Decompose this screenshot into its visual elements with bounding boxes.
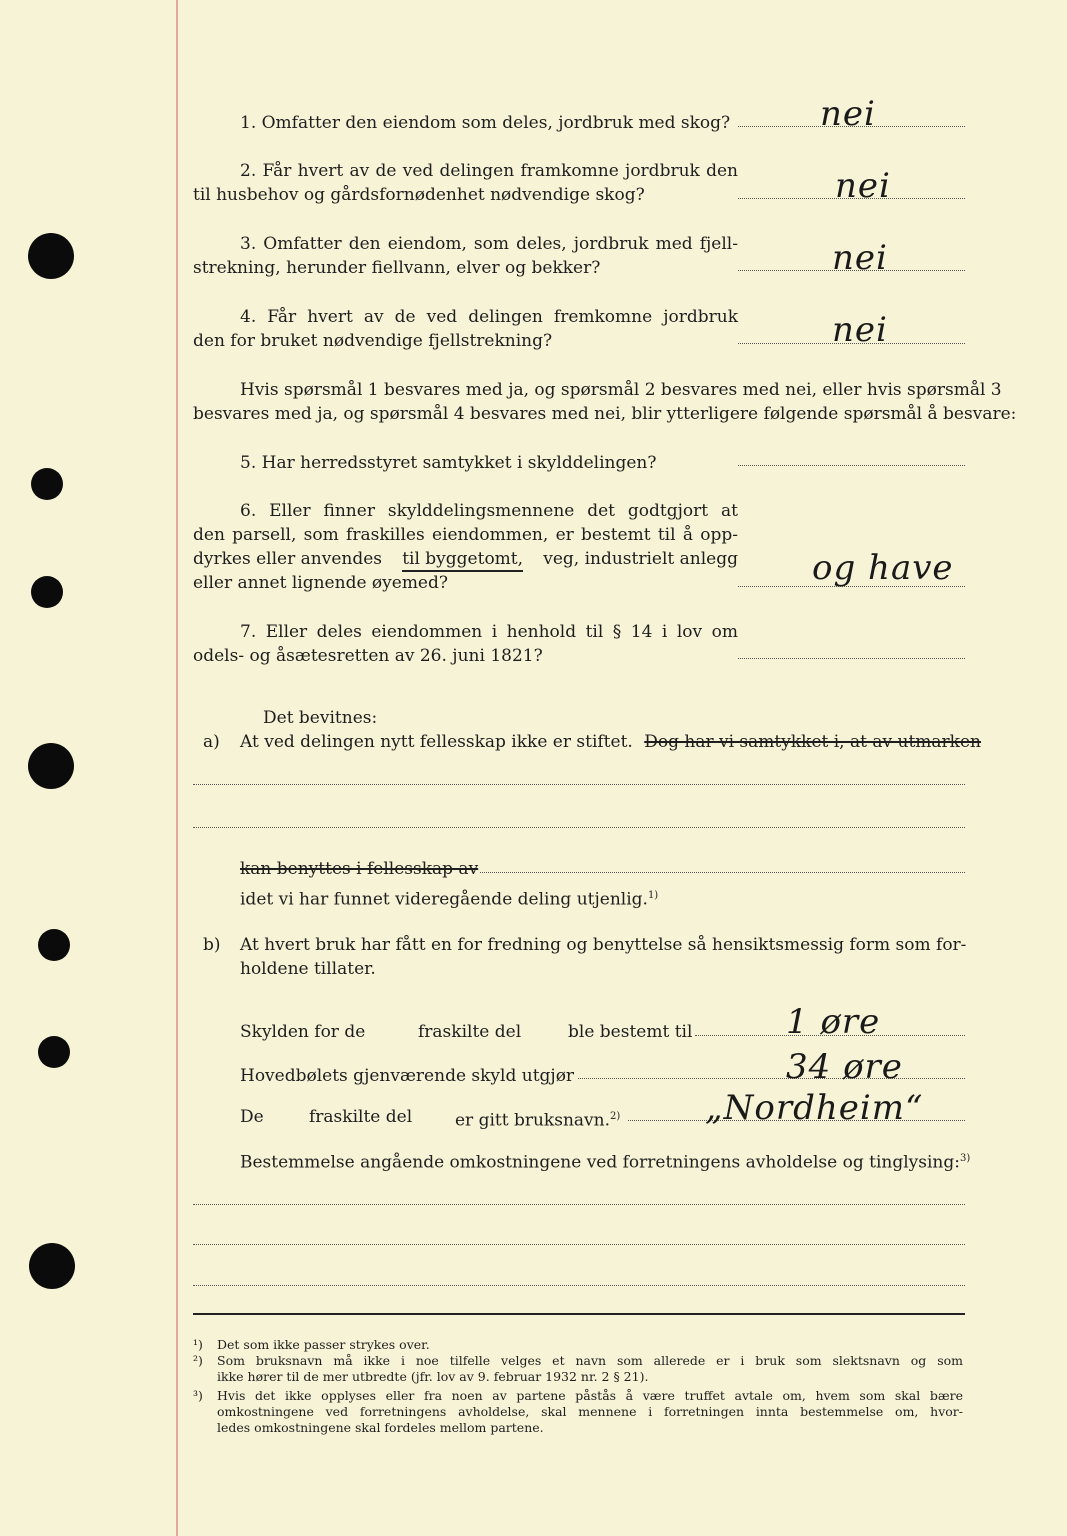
footnote-3-line-2: omkostningene ved forretningens avholdelse, skal mennene i forretningen innta bestemmelse om, hvor- [217, 1404, 963, 1419]
question-4-line-1: 4. Får hvert av de ved delingen fremkomne jordbruk [240, 307, 738, 327]
footnote-ref-2: 2) [610, 1111, 621, 1122]
underlined-byggetomt: til byggetomt, [402, 548, 523, 572]
question-2-line-1: 2. Får hvert av de ved delingen framkomne jordbruk den [240, 161, 738, 181]
skyld-row-1-label-b: fraskilte del [418, 1022, 522, 1042]
footnote-ref-3: 3) [959, 1153, 971, 1164]
blank-line [193, 1244, 965, 1245]
skyld-row-2-label: Hovedbølets gjenværende skyld utgjør [240, 1066, 575, 1086]
skyld-row-2-handwriting: 34 øre [786, 1047, 903, 1087]
question-6-line-4: eller annet lignende øyemed? [193, 573, 448, 593]
attest-a-struck-continuation: kan benyttes i fellesskap av [240, 859, 479, 879]
skyld-line-2 [578, 1078, 965, 1079]
intro-line-2: besvares med ja, og spørsmål 4 besvares med nei, blir ytterligere følgende spørsmål å besvare: [193, 404, 1017, 424]
footnote-3-mark: ³) [193, 1388, 203, 1403]
intro-line-1: Hvis spørsmål 1 besvares med ja, og spørsmål 2 besvares med nei, eller hvis spørsmål 3 [240, 380, 1002, 400]
binder-hole [31, 576, 63, 608]
answer-4-handwriting: nei [832, 310, 888, 350]
question-6-line-3 [193, 548, 738, 572]
binder-hole [38, 1036, 70, 1068]
question-6-line-3-end: veg, industrielt anlegg [543, 549, 738, 569]
answer-6-handwriting: og have [812, 548, 954, 588]
skyld-row-4-label-text: Bestemmelse angående omkostningene ved forretningens avholdelse og tinglysing: [240, 1152, 960, 1173]
footnote-1-text: Det som ikke passer strykes over. [217, 1337, 430, 1352]
blank-line [193, 1204, 965, 1205]
question-2-line-2: til husbehov og gårdsfornødenhet nødvendige skog? [193, 185, 645, 205]
blank-line [193, 827, 965, 828]
blank-line [480, 872, 965, 873]
binder-hole [29, 1243, 75, 1289]
skyld-row-1-handwriting: 1 øre [786, 1002, 881, 1042]
attest-a-struck-text: Dog har vi samtykket i, at av utmarken [644, 732, 981, 752]
question-6-line-1: 6. Eller finner skylddelingsmennene det godtgjort at [240, 501, 738, 521]
skyld-row-3-label-a: De [240, 1107, 264, 1127]
binder-hole [31, 468, 63, 500]
skyld-row-1-label-c: ble bestemt til [568, 1022, 693, 1042]
footnote-3-line-3: ledes omkostningene skal fordeles mellom partene. [217, 1420, 544, 1435]
skyld-row-3-label-b: fraskilte del [309, 1107, 413, 1127]
footnote-separator [193, 1313, 965, 1315]
footnote-2-line-1: Som bruksnavn må ikke i noe tilfelle velges et navn som allerede er i bruk som slektsnavn og som [217, 1353, 963, 1368]
attest-a-continuation [240, 885, 658, 911]
blank-line [193, 784, 965, 785]
question-6-line-3-start: dyrkes eller anvendes [193, 549, 382, 569]
attest-a-text [240, 731, 981, 753]
question-6-line-2: den parsell, som fraskilles eiendommen, er bestemt til å opp- [193, 525, 738, 545]
question-1-text: 1. Omfatter den eiendom som deles, jordbruk med skog? [240, 113, 731, 133]
question-4-line-2: den for bruket nødvendige fjellstrekning? [193, 331, 553, 351]
question-5-text: 5. Har herredsstyret samtykket i skylddelingen? [240, 453, 657, 473]
skyld-row-3-label-c [455, 1106, 620, 1132]
skyld-row-3-handwriting: „Nordheim“ [705, 1088, 924, 1128]
footnote-3-line-1: Hvis det ikke opplyses eller fra noen av partene påstås å være truffet avtale om, hvem som skal bære [217, 1388, 963, 1403]
footnote-ref-1: 1) [647, 890, 659, 901]
binder-hole [28, 233, 74, 279]
answer-1-handwriting: nei [820, 94, 876, 134]
footnote-2-line-2: ikke hører til de mer utbredte (jfr. lov av 9. februar 1932 nr. 2 § 21). [217, 1369, 649, 1384]
skyld-row-4-label [240, 1148, 971, 1174]
attest-a-continuation-text: idet vi har funnet videregående deling utjenlig. [240, 889, 648, 910]
binder-hole [28, 743, 74, 789]
skyld-row-1-label-a: Skylden for de [240, 1022, 366, 1042]
attest-b-line-1: At hvert bruk har fått en for fredning og benyttelse så hensiktsmessig form som for- [240, 935, 967, 955]
answer-line-5 [738, 465, 965, 466]
answer-3-handwriting: nei [832, 238, 888, 278]
skyld-row-3-label-c-text: er gitt bruksnavn. [455, 1110, 611, 1131]
question-3-line-1: 3. Omfatter den eiendom, som deles, jordbruk med fjell- [240, 234, 738, 254]
footnote-1-mark: ¹) [193, 1337, 203, 1352]
footnote-2-mark: ²) [193, 1353, 203, 1368]
question-3-line-2: strekning, herunder fiellvann, elver og bekker? [193, 258, 601, 278]
attest-a-marker: a) [203, 732, 220, 752]
attest-heading: Det bevitnes: [263, 708, 378, 728]
red-margin-line [176, 0, 178, 1536]
binder-hole [38, 929, 70, 961]
attest-b-marker: b) [203, 935, 221, 955]
blank-line [193, 1285, 965, 1286]
question-7-line-2: odels- og åsætesretten av 26. juni 1821? [193, 646, 543, 666]
answer-line-7 [738, 658, 965, 659]
attest-b-line-2: holdene tillater. [240, 959, 376, 979]
attest-a-statement: At ved delingen nytt fellesskap ikke er stiftet. [240, 732, 633, 752]
question-7-line-1: 7. Eller deles eiendommen i henhold til § 14 i lov om [240, 622, 738, 642]
answer-2-handwriting: nei [835, 166, 891, 206]
